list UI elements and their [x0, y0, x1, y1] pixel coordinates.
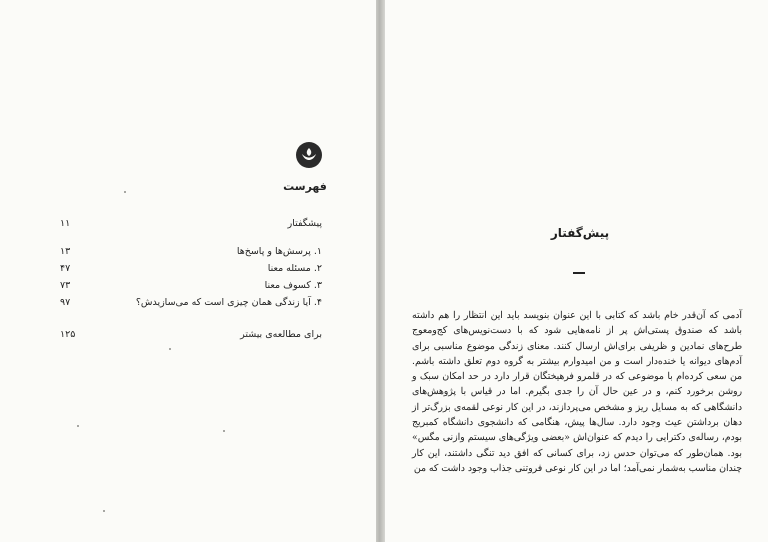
toc-entry-label: ۱. پرسش‌ها و پاسخ‌ها: [236, 246, 322, 257]
toc-entry-label: ۲. مسئله معنا: [267, 263, 322, 274]
toc-entry-label: ۳. کسوف معنا: [264, 280, 322, 291]
toc-entry-label: پیشگفتار: [287, 218, 322, 229]
toc-entry: [60, 280, 322, 296]
toc-entry-label: ۴. آیا زندگی همان چیزی است که می‌سازیدش؟: [135, 297, 322, 308]
toc-entry: [60, 246, 322, 262]
toc-entry-page: ۱۳: [60, 246, 71, 257]
paper-speck: [103, 510, 105, 512]
paper-speck: [223, 430, 225, 432]
left-page: [0, 0, 376, 542]
chapter-title: پیش‌گفتار: [550, 226, 610, 240]
toc-entry: [60, 297, 322, 313]
emblem-icon: [296, 142, 322, 168]
toc-entry-page: ۴۷: [60, 263, 71, 274]
right-page: [385, 0, 768, 542]
toc-entry-page: ۹۷: [60, 297, 71, 308]
toc-entry: [60, 263, 322, 279]
book-gutter: [376, 0, 385, 542]
toc-entry-label: برای مطالعه‌ی بیشتر: [240, 329, 322, 340]
toc-entry: [60, 218, 322, 234]
toc-title: فهرست: [283, 180, 327, 193]
paper-speck: [169, 348, 171, 350]
toc-entry-page: ۷۳: [60, 280, 71, 291]
paper-speck: [124, 191, 126, 193]
paper-speck: [77, 425, 79, 427]
body-text: آدمی که آن‌قدر خام باشد که کتابی با این عنوان بنویسد باید این انتظار را هم داشته باشد که صندوق پستی‌اش پر از نامه‌هایی شود که با دست‌نویس‌های کج‌ومعوج طرح‌های نمادین و ظریفی برای‌اش ارسال کنند. معنای زندگی موضوع مناسبی برای آدم‌های دیوانه یا خنده‌دار است و من امیدوارم بیشتر به گروه دوم تعلق داشته باشم. من سعی کرده‌ام با موضوعی که در قلمرو فرهیختگان قرار دارد در حد امکان سبک و روشن برخورد کنم، و در عین حال آن را جدی بگیرم. اما در قیاس با پژوهش‌های دانشگاهی که به مسایل ریز و مشخص می‌پردازند، در این کار نوعی لقمه‌ی بزرگ‌تر از دهان برداشتن عیث وجود دارد. سال‌ها پیش، هنگامی که دانشجوی دانشگاه کمبریج بودم، رساله‌ی دکترایی را دیدم که عنوان‌اش «بعضی ویژگی‌های سیستم وازنی مگس» بود. همان‌طور که می‌توان حدس زد، برای کسانی که افق دید تنگی داشتند، این کار چندان مناسب به‌شمار نمی‌آمد؛ اما در این کار نوعی فروتنی جذاب وجود داشت که من: [412, 310, 742, 474]
toc-entry-page: ۱۲۵: [60, 329, 76, 340]
toc-entry-page: ۱۱: [60, 218, 71, 229]
title-dash: [573, 272, 585, 274]
toc-entry: [60, 329, 322, 345]
